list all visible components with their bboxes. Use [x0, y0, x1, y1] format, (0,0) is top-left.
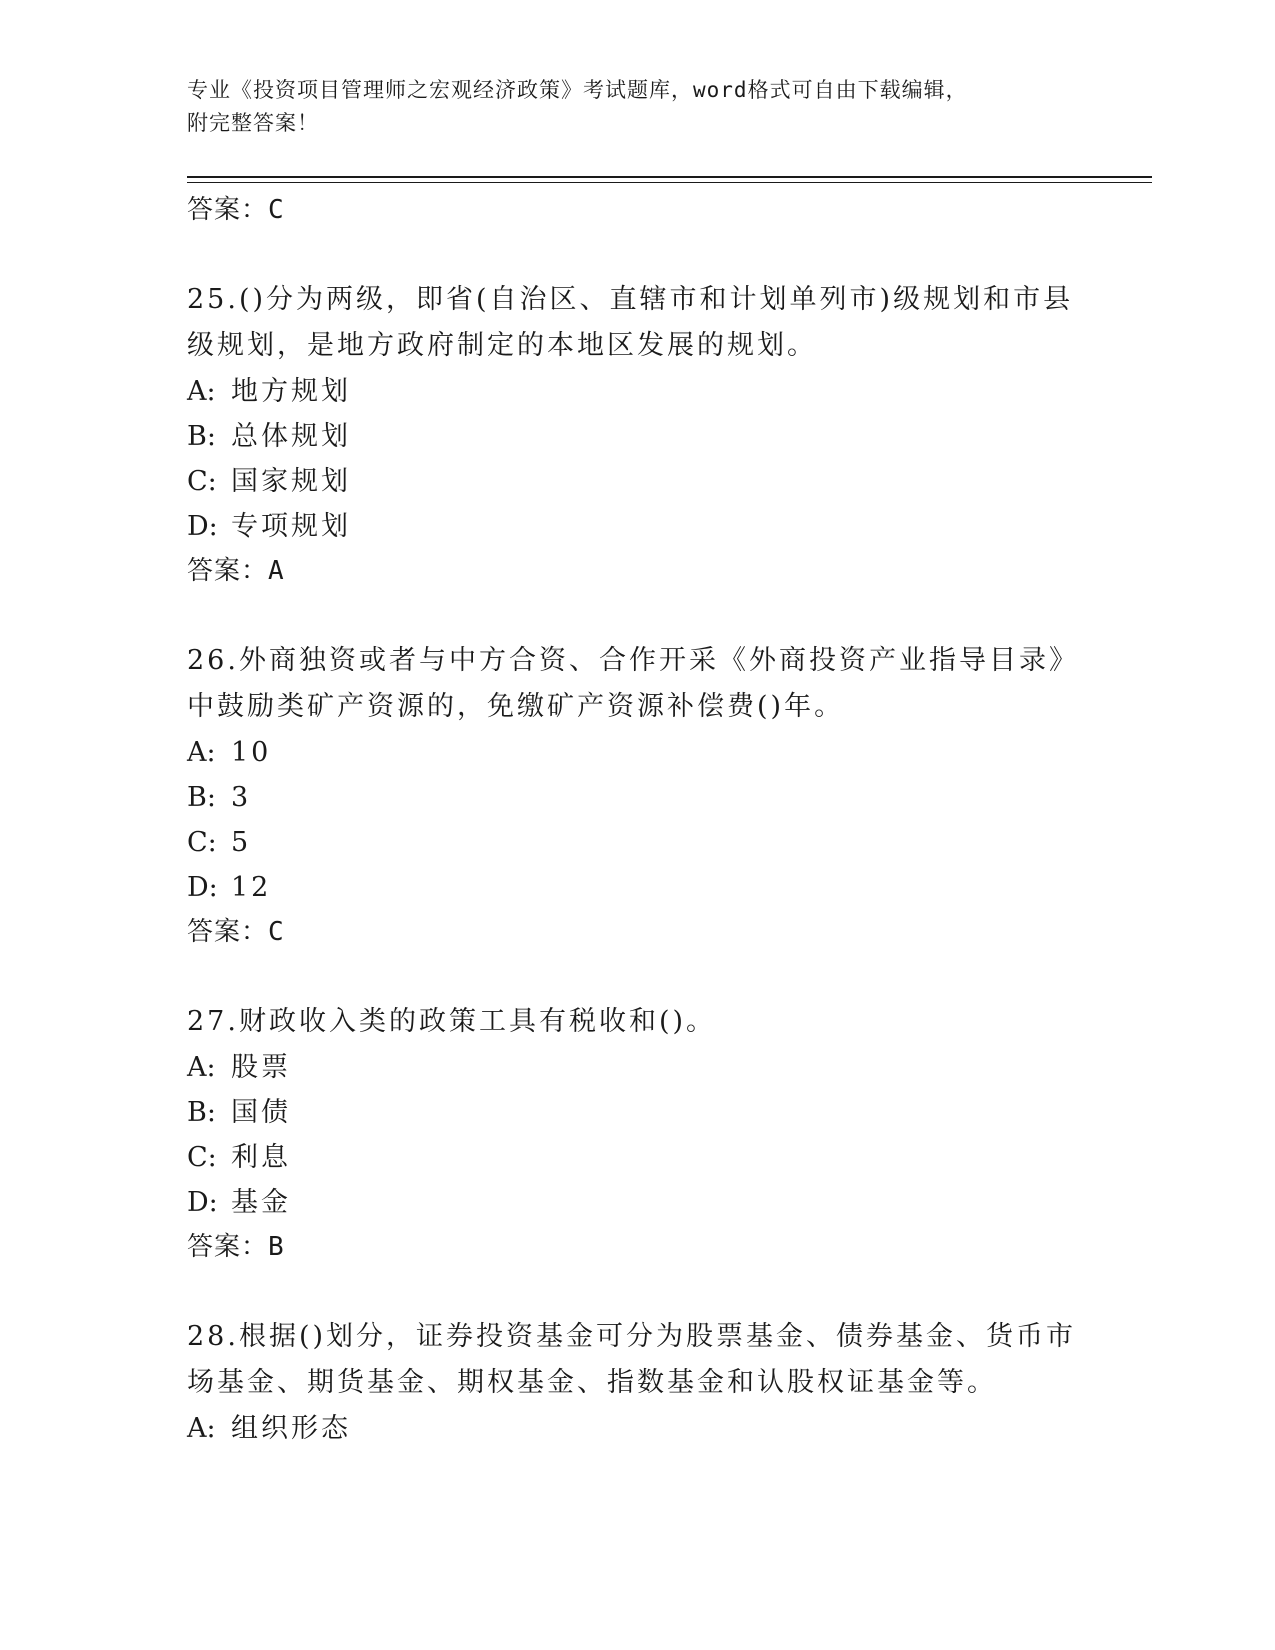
- answer-label: 答案：: [187, 917, 269, 947]
- question-text: 25.()分为两级，即省(自治区、直辖市和计划单列市)级规划和市县级规划，是地方政府制定的本地区发展的规划。: [187, 284, 1074, 361]
- answer-label: 答案：: [187, 195, 269, 225]
- question-text: 27.财政收入类的政策工具有税收和()。: [187, 1006, 717, 1037]
- answer-label: 答案：: [187, 556, 269, 586]
- option-d: [187, 504, 1087, 549]
- option-text: 基金: [231, 1187, 291, 1218]
- option-key: D:: [187, 872, 218, 903]
- option-key: A:: [187, 1052, 216, 1083]
- option-key: A:: [187, 1413, 216, 1444]
- option-key: B:: [187, 421, 216, 452]
- previous-answer: [187, 188, 1087, 233]
- document-header: [187, 74, 1067, 140]
- question-27: [187, 999, 1087, 1270]
- option-text: 总体规划: [231, 421, 351, 452]
- answer-value: C: [268, 195, 285, 225]
- option-text: 股票: [231, 1052, 291, 1083]
- option-key: B:: [187, 782, 216, 813]
- question-25: [187, 277, 1087, 594]
- option-key: B:: [187, 1097, 216, 1128]
- header-line-1: 专业《投资项目管理师之宏观经济政策》考试题库，word格式可自由下载编辑，: [187, 78, 968, 102]
- option-a: [187, 1045, 1087, 1090]
- option-text: 组织形态: [231, 1413, 351, 1444]
- question-text: 28.根据()划分，证券投资基金可分为股票基金、债券基金、货币市场基金、期货基金、期权基金、指数基金和认股权证基金等。: [187, 1321, 1077, 1398]
- answer: [187, 1225, 1087, 1270]
- option-text: 5: [231, 827, 252, 858]
- answer-value: B: [268, 1232, 285, 1262]
- option-text: 3: [231, 782, 252, 813]
- option-key: A:: [187, 737, 216, 768]
- option-b: [187, 1090, 1087, 1135]
- option-key: C:: [187, 827, 217, 858]
- question-26: [187, 638, 1087, 955]
- option-text: 专项规划: [231, 511, 351, 542]
- option-b: [187, 414, 1087, 459]
- option-b: [187, 775, 1087, 820]
- answer: [187, 549, 1087, 594]
- answer-label: 答案：: [187, 1232, 269, 1262]
- option-text: 10: [231, 737, 272, 768]
- option-key: C:: [187, 1142, 217, 1173]
- answer: [187, 910, 1087, 955]
- option-a: [187, 730, 1087, 775]
- option-text: 国债: [231, 1097, 291, 1128]
- option-text: 国家规划: [231, 466, 351, 497]
- option-c: [187, 1135, 1087, 1180]
- option-key: C:: [187, 466, 217, 497]
- option-d: [187, 865, 1087, 910]
- question-28: [187, 1314, 1087, 1451]
- option-text: 地方规划: [231, 376, 351, 407]
- option-text: 利息: [231, 1142, 291, 1173]
- header-line-2: 附完整答案！: [187, 111, 319, 135]
- option-key: D:: [187, 511, 218, 542]
- header-divider-thin: [187, 182, 1152, 183]
- option-a: [187, 1406, 1087, 1451]
- option-a: [187, 369, 1087, 414]
- option-key: A:: [187, 376, 216, 407]
- answer-value: A: [268, 556, 285, 586]
- answer-value: C: [268, 917, 285, 947]
- question-text: 26.外商独资或者与中方合资、合作开采《外商投资产业指导目录》中鼓励类矿产资源的，免缴矿产资源补偿费()年。: [187, 645, 1079, 722]
- option-d: [187, 1180, 1087, 1225]
- option-key: D:: [187, 1187, 218, 1218]
- option-c: [187, 459, 1087, 504]
- question-list: [187, 188, 1087, 1451]
- header-divider-thick: [187, 176, 1152, 178]
- option-c: [187, 820, 1087, 865]
- option-text: 12: [231, 872, 272, 903]
